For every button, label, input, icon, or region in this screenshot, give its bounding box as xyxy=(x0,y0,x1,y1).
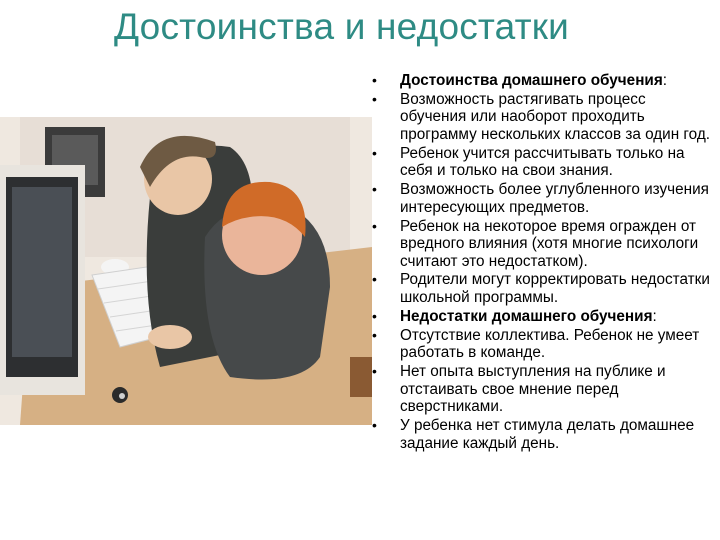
list-item: • Отсутствие коллектива. Ребенок не умеет работать в команде. xyxy=(372,326,700,362)
list-item: • Достоинства домашнего обучения: xyxy=(372,72,668,89)
list-item: • Родители могут корректировать недостатки школьной программы. xyxy=(372,271,710,307)
list-item: • Нет опыта выступления на публике и отстаивать свое мнение перед сверстниками. xyxy=(372,363,666,416)
bullet-list xyxy=(370,72,716,453)
list-item: • У ребенка нет стимула делать домашнее задание каждый день. xyxy=(372,416,695,452)
slide-title: Достоинства и недостатки xyxy=(114,6,570,47)
list-item: • Ребенок учится рассчитывать только на себя и только на свои знания. xyxy=(372,144,685,180)
list-item: • Недостатки домашнего обучения: xyxy=(372,307,657,325)
list-item: • Возможность растягивать процесс обучения или наоборот проходить программу нескольких классов за один год. xyxy=(372,90,711,143)
list-item: • Ребенок на некоторое время огражден от вредного влияния (хотя многие психологи считают это недостатком). xyxy=(372,217,699,270)
list-item: • Возможность более углубленного изучения интересующих предметов. xyxy=(372,181,709,216)
photo-boys-at-computer xyxy=(0,117,372,425)
